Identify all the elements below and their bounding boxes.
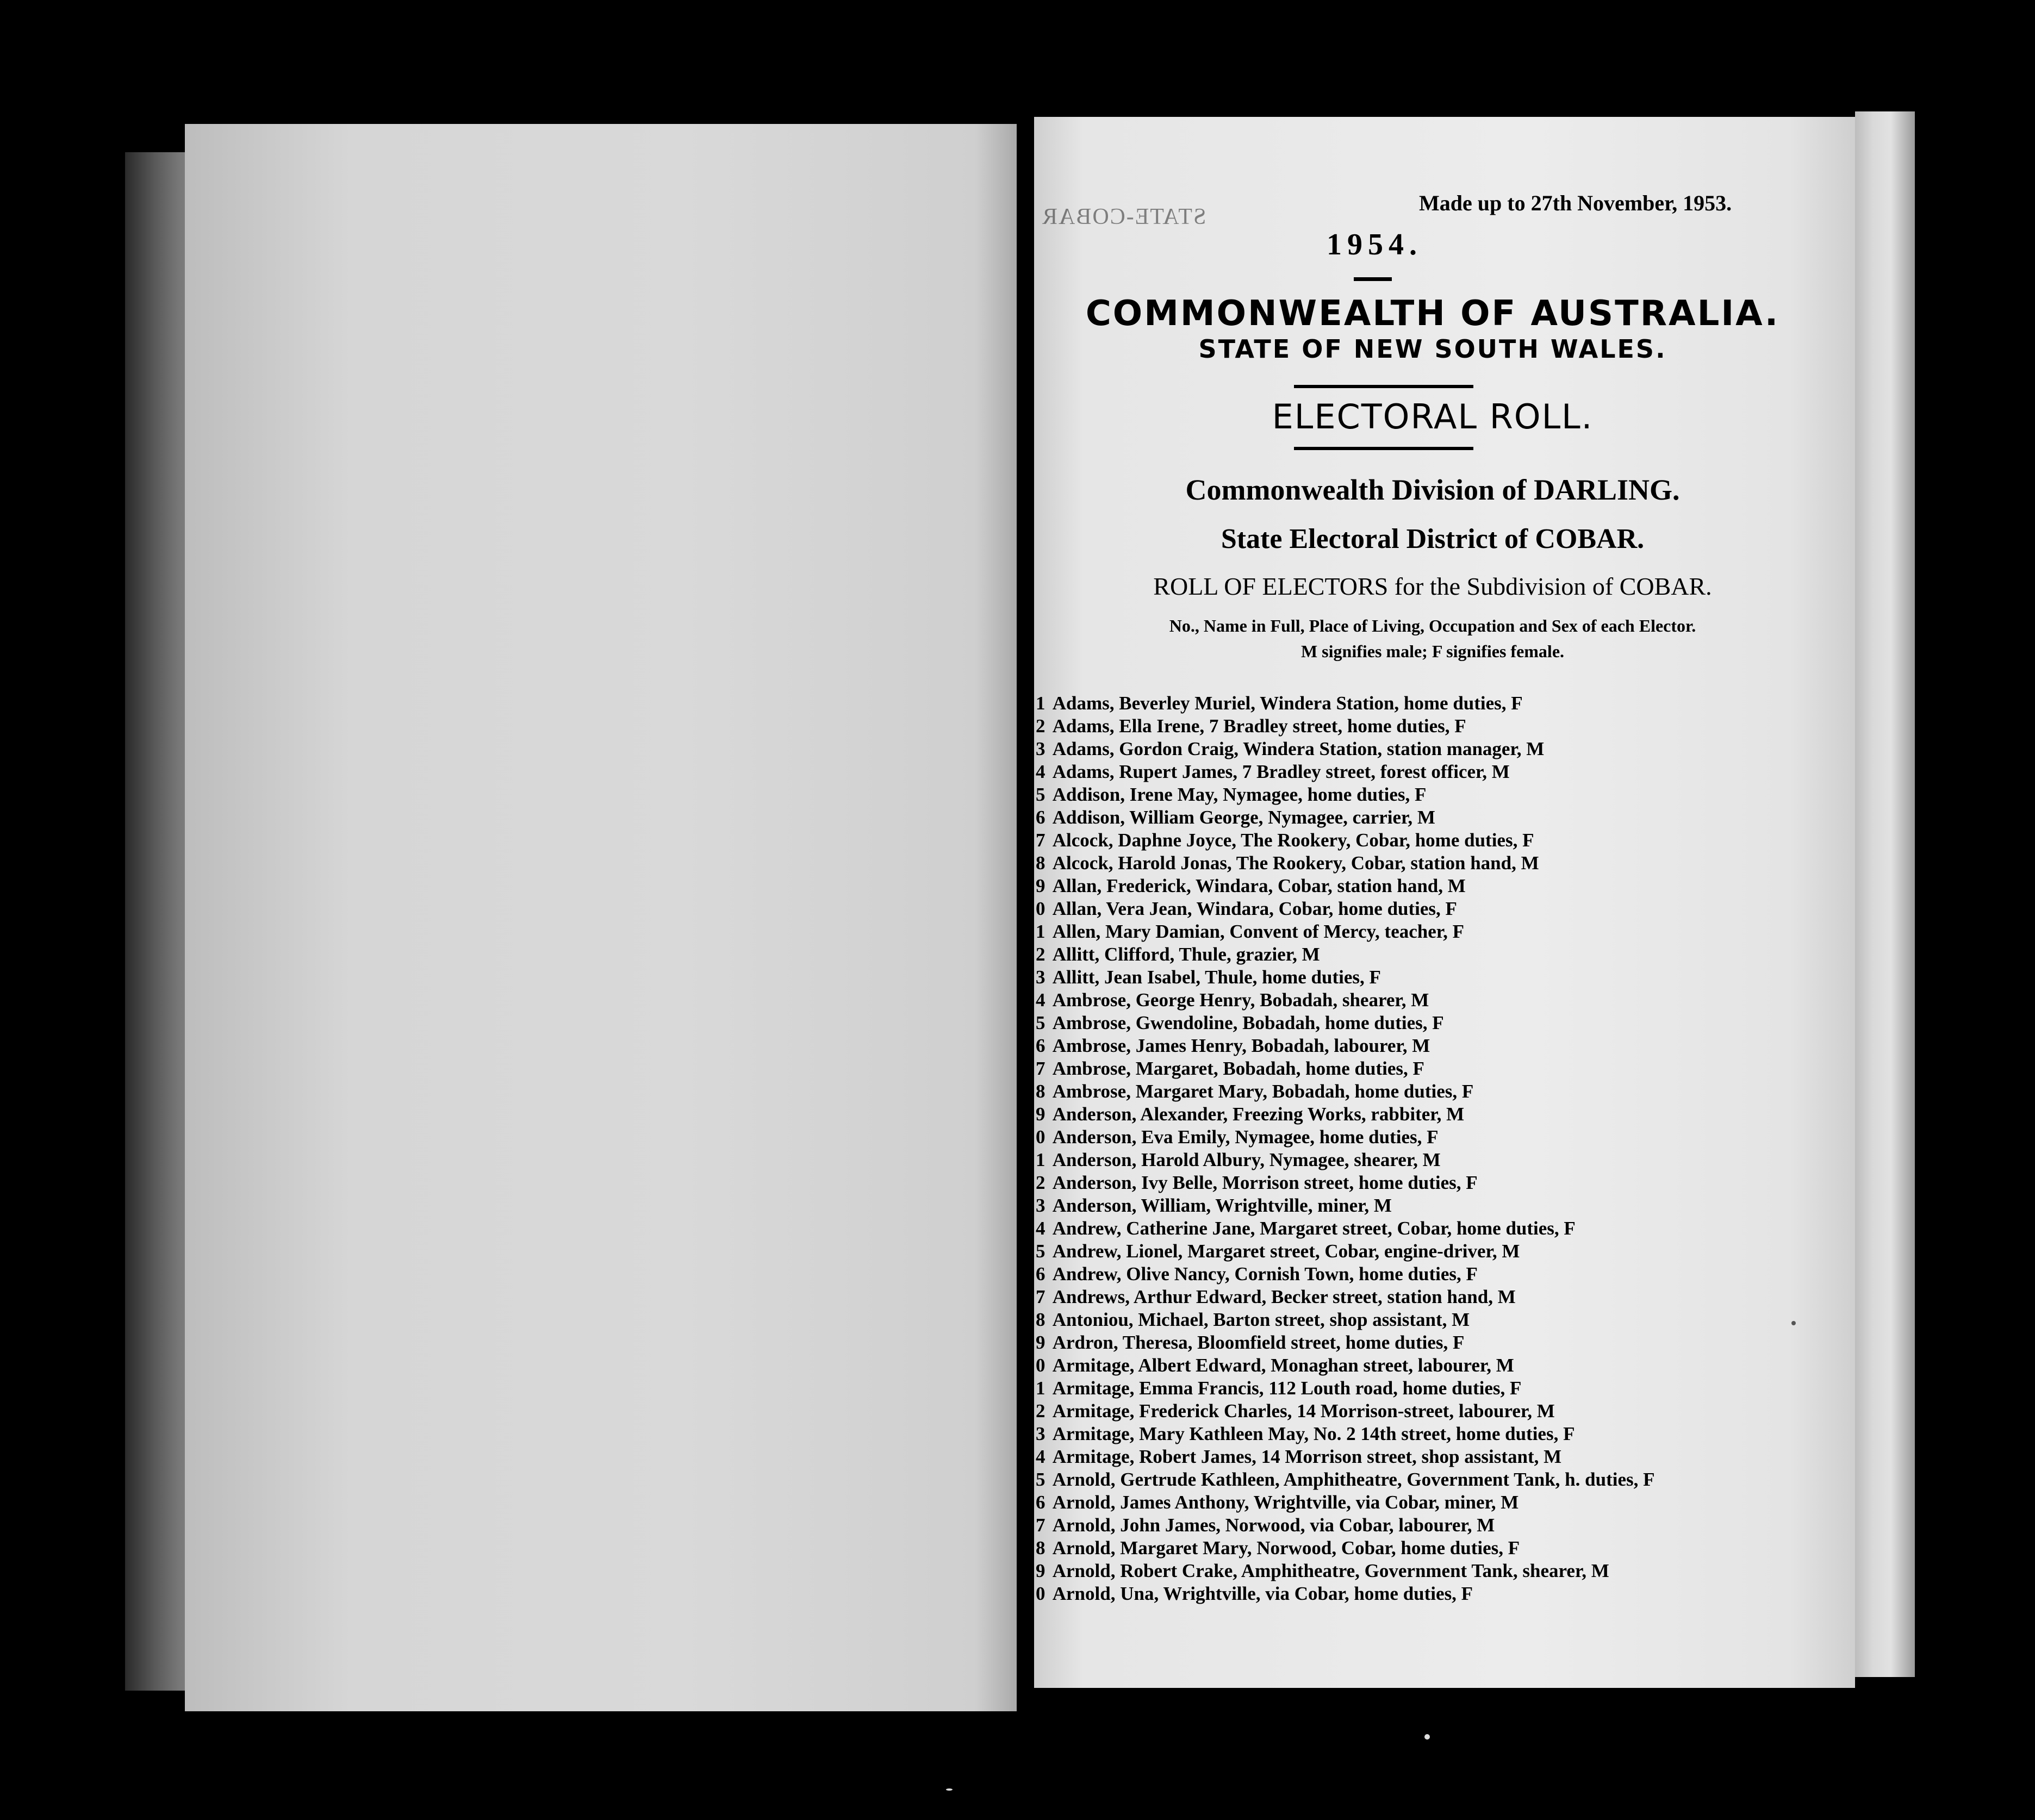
elector-details: Alcock, Daphne Joyce, The Rookery, Cobar, home duties, F xyxy=(1052,830,1534,851)
elector-number: 1 xyxy=(1036,921,1045,942)
elector-number: 3 xyxy=(1036,967,1045,988)
elector-details: Adams, Gordon Craig, Windera Station, station manager, M xyxy=(1052,738,1545,759)
elector-number: 4 xyxy=(1036,1218,1045,1239)
speck xyxy=(1424,1734,1430,1740)
elector-details: Antoniou, Michael, Barton street, shop assistant, M xyxy=(1052,1309,1470,1330)
elector-details: Addison, William George, Nymagee, carrier, M xyxy=(1052,807,1435,828)
elector-entry xyxy=(1036,989,1654,1012)
elector-number: 8 xyxy=(1036,1081,1045,1102)
elector-details: Andrews, Arthur Edward, Becker street, station hand, M xyxy=(1052,1286,1516,1307)
elector-number: 7 xyxy=(1036,1058,1045,1079)
elector-number: 5 xyxy=(1036,1241,1045,1262)
elector-number: 3 xyxy=(1036,738,1045,759)
elector-details: Ardron, Theresa, Bloomfield street, home duties, F xyxy=(1052,1332,1465,1353)
elector-entry xyxy=(1036,1514,1654,1537)
elector-number: 6 xyxy=(1036,1035,1045,1056)
elector-entry xyxy=(1036,920,1654,943)
elector-details: Armitage, Frederick Charles, 14 Morrison-street, labourer, M xyxy=(1052,1400,1555,1422)
elector-entry xyxy=(1036,1468,1654,1491)
commonwealth-heading: COMMONWEALTH OF AUSTRALIA. xyxy=(1085,294,1780,334)
elector-details: Andrew, Olive Nancy, Cornish Town, home duties, F xyxy=(1052,1263,1478,1285)
elector-number: 9 xyxy=(1036,1560,1045,1581)
division-heading: Commonwealth Division of DARLING. xyxy=(1185,473,1680,506)
elector-details: Armitage, Albert Edward, Monaghan street, labourer, M xyxy=(1052,1355,1514,1376)
elector-number: 0 xyxy=(1036,1583,1045,1604)
district-heading: State Electoral District of COBAR. xyxy=(1221,523,1645,554)
roll-of-electors-heading: ROLL OF ELECTORS for the Subdivision of COBAR. xyxy=(1153,572,1712,600)
elector-number: 6 xyxy=(1036,807,1045,828)
speck xyxy=(946,1788,953,1791)
elector-entry xyxy=(1036,1537,1654,1560)
elector-entry xyxy=(1036,1560,1654,1582)
rule-top xyxy=(1294,385,1473,388)
elector-entry xyxy=(1036,829,1654,852)
elector-entry xyxy=(1036,1331,1654,1354)
elector-entry xyxy=(1036,1057,1654,1080)
elector-details: Andrew, Catherine Jane, Margaret street, Cobar, home duties, F xyxy=(1052,1218,1576,1239)
elector-details: Armitage, Mary Kathleen May, No. 2 14th street, home duties, F xyxy=(1052,1423,1575,1444)
elector-entry xyxy=(1036,761,1654,783)
elector-entry xyxy=(1036,1240,1654,1263)
elector-details: Arnold, Robert Crake, Amphitheatre, Government Tank, shearer, M xyxy=(1052,1560,1609,1581)
elector-details: Anderson, Harold Albury, Nymagee, shearer, M xyxy=(1052,1149,1441,1170)
elector-entry xyxy=(1036,1217,1654,1240)
elector-details: Ambrose, James Henry, Bobadah, labourer, M xyxy=(1052,1035,1430,1056)
elector-details: Allitt, Jean Isabel, Thule, home duties, F xyxy=(1052,967,1381,988)
elector-details: Alcock, Harold Jonas, The Rookery, Cobar, station hand, M xyxy=(1052,852,1539,874)
elector-details: Ambrose, George Henry, Bobadah, shearer, M xyxy=(1052,989,1429,1011)
key-line-1: No., Name in Full, Place of Living, Occupation and Sex of each Elector. xyxy=(1169,616,1696,635)
elector-number: 4 xyxy=(1036,989,1045,1011)
elector-entry xyxy=(1036,897,1654,920)
elector-details: Allan, Vera Jean, Windara, Cobar, home duties, F xyxy=(1052,898,1457,919)
elector-details: Arnold, Una, Wrightville, via Cobar, home duties, F xyxy=(1052,1583,1473,1604)
speck xyxy=(1791,1321,1796,1325)
electoral-roll-heading: ELECTORAL ROLL. xyxy=(1272,397,1594,437)
elector-number: 0 xyxy=(1036,1126,1045,1148)
elector-number: 6 xyxy=(1036,1263,1045,1285)
elector-details: Ambrose, Margaret Mary, Bobadah, home duties, F xyxy=(1052,1081,1474,1102)
mirror-header-text: STATE-COBAR xyxy=(1041,204,1206,229)
right-page-edges xyxy=(1855,111,1915,1677)
elector-number: 2 xyxy=(1036,715,1045,737)
gutter xyxy=(1017,109,1034,1712)
elector-entry xyxy=(1036,1286,1654,1308)
elector-number: 2 xyxy=(1036,1172,1045,1193)
elector-details: Arnold, John James, Norwood, via Cobar, labourer, M xyxy=(1052,1514,1495,1536)
elector-entry xyxy=(1036,1445,1654,1468)
elector-number: 0 xyxy=(1036,1355,1045,1376)
elector-entry xyxy=(1036,875,1654,897)
elector-entry xyxy=(1036,1126,1654,1149)
rule-bottom xyxy=(1294,447,1473,450)
elector-details: Armitage, Robert James, 14 Morrison street, shop assistant, M xyxy=(1052,1446,1562,1467)
elector-entry xyxy=(1036,1377,1654,1400)
elector-details: Allan, Frederick, Windara, Cobar, station hand, M xyxy=(1052,875,1466,896)
elector-entry xyxy=(1036,1400,1654,1423)
elector-details: Allen, Mary Damian, Convent of Mercy, teacher, F xyxy=(1052,921,1464,942)
elector-details: Ambrose, Margaret, Bobadah, home duties, F xyxy=(1052,1058,1424,1079)
made-up-date: Made up to 27th November, 1953. xyxy=(1419,191,1732,215)
elector-entry xyxy=(1036,1263,1654,1286)
elector-details: Ambrose, Gwendoline, Bobadah, home duties, F xyxy=(1052,1012,1444,1033)
elector-number: 7 xyxy=(1036,1514,1045,1536)
elector-details: Allitt, Clifford, Thule, grazier, M xyxy=(1052,944,1320,965)
elector-number: 3 xyxy=(1036,1195,1045,1216)
elector-number: 8 xyxy=(1036,852,1045,874)
elector-number: 4 xyxy=(1036,761,1045,782)
elector-details: Arnold, Margaret Mary, Norwood, Cobar, home duties, F xyxy=(1052,1537,1520,1559)
elector-number: 1 xyxy=(1036,693,1045,714)
elector-entry xyxy=(1036,692,1654,715)
elector-entry xyxy=(1036,806,1654,829)
elector-details: Adams, Rupert James, 7 Bradley street, forest officer, M xyxy=(1052,761,1510,782)
elector-entry xyxy=(1036,715,1654,738)
elector-number: 8 xyxy=(1036,1537,1045,1559)
elector-entry xyxy=(1036,852,1654,875)
elector-details: Anderson, Alexander, Freezing Works, rabbiter, M xyxy=(1052,1104,1465,1125)
elector-number: 6 xyxy=(1036,1492,1045,1513)
elector-entry xyxy=(1036,1149,1654,1171)
elector-number: 4 xyxy=(1036,1446,1045,1467)
elector-number: 3 xyxy=(1036,1423,1045,1444)
elector-number: 5 xyxy=(1036,784,1045,805)
elector-details: Armitage, Emma Francis, 112 Louth road, home duties, F xyxy=(1052,1378,1522,1399)
elector-number: 1 xyxy=(1036,1378,1045,1399)
elector-entry xyxy=(1036,1423,1654,1445)
elector-entry xyxy=(1036,1582,1654,1605)
elector-number: 9 xyxy=(1036,875,1045,896)
elector-details: Adams, Ella Irene, 7 Bradley street, home duties, F xyxy=(1052,715,1466,737)
elector-number: 2 xyxy=(1036,1400,1045,1422)
elector-entry xyxy=(1036,1171,1654,1194)
elector-number: 1 xyxy=(1036,1149,1045,1170)
elector-number: 7 xyxy=(1036,830,1045,851)
elector-entry xyxy=(1036,1012,1654,1034)
elector-number: 0 xyxy=(1036,898,1045,919)
key-line-2: M signifies male; F signifies female. xyxy=(1300,641,1565,661)
left-page xyxy=(185,124,1017,1711)
elector-entry xyxy=(1036,966,1654,989)
elector-entry xyxy=(1036,943,1654,966)
elector-entry xyxy=(1036,1034,1654,1057)
elector-number: 5 xyxy=(1036,1012,1045,1033)
elector-entry xyxy=(1036,1194,1654,1217)
elector-details: Arnold, Gertrude Kathleen, Amphitheatre, Government Tank, h. duties, F xyxy=(1052,1469,1655,1490)
elector-entry xyxy=(1036,1080,1654,1103)
elector-details: Adams, Beverley Muriel, Windera Station, home duties, F xyxy=(1052,693,1523,714)
elector-entry xyxy=(1036,1354,1654,1377)
elector-entry xyxy=(1036,738,1654,761)
elector-entry xyxy=(1036,1103,1654,1126)
elector-details: Addison, Irene May, Nymagee, home duties, F xyxy=(1052,784,1427,805)
year-dash xyxy=(1354,277,1392,281)
elector-number: 7 xyxy=(1036,1286,1045,1307)
elector-entry xyxy=(1036,1308,1654,1331)
elector-number: 8 xyxy=(1036,1309,1045,1330)
elector-entry xyxy=(1036,1491,1654,1514)
elector-details: Andrew, Lionel, Margaret street, Cobar, engine-driver, M xyxy=(1052,1241,1520,1262)
electors-list xyxy=(1036,692,1654,1605)
elector-details: Arnold, James Anthony, Wrightville, via Cobar, miner, M xyxy=(1052,1492,1519,1513)
elector-details: Anderson, William, Wrightville, miner, M xyxy=(1052,1195,1392,1216)
elector-entry xyxy=(1036,783,1654,806)
state-heading: STATE OF NEW SOUTH WALES. xyxy=(1198,334,1667,364)
elector-number: 9 xyxy=(1036,1104,1045,1125)
elector-number: 2 xyxy=(1036,944,1045,965)
elector-number: 9 xyxy=(1036,1332,1045,1353)
elector-details: Anderson, Eva Emily, Nymagee, home duties, F xyxy=(1052,1126,1439,1148)
elector-details: Anderson, Ivy Belle, Morrison street, home duties, F xyxy=(1052,1172,1478,1193)
year-heading: 1954. xyxy=(1327,228,1422,261)
elector-number: 5 xyxy=(1036,1469,1045,1490)
